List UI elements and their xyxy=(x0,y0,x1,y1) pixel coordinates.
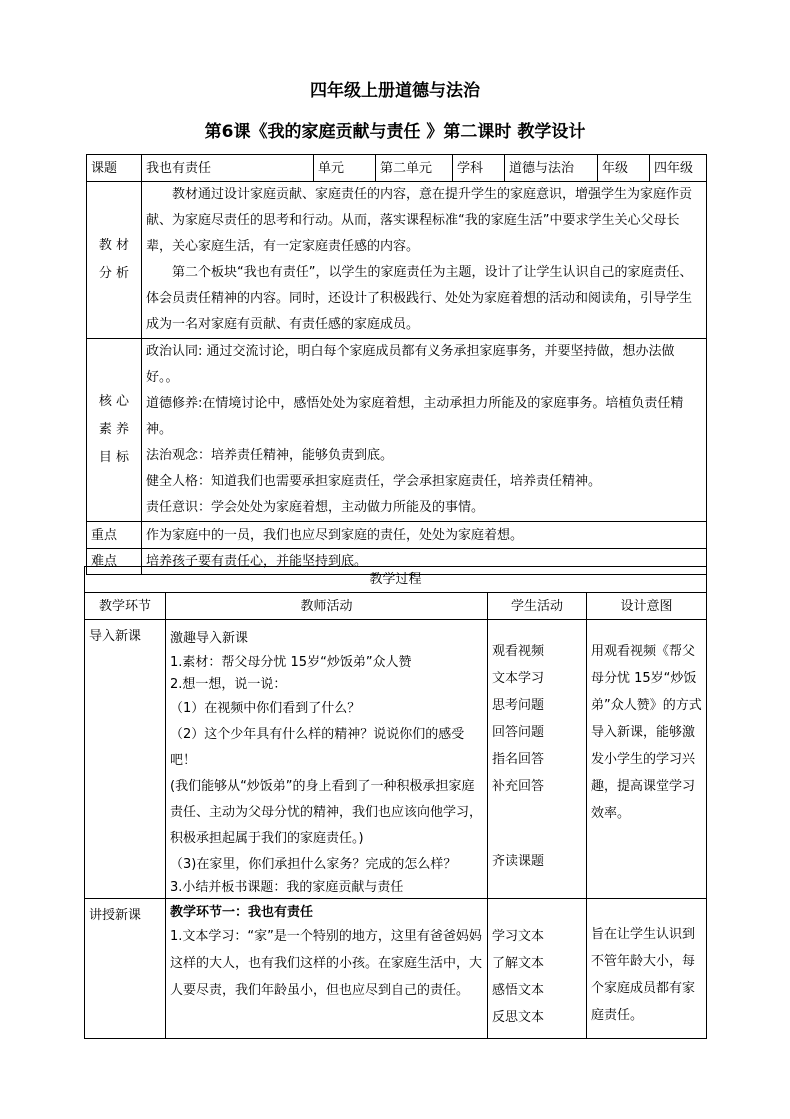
student-activity-intro: 观看视频 文本学习 思考问题 回答问题 指名回答 补充回答 齐读课题 xyxy=(488,620,587,899)
core-item: 道德修养:在情境讨论中，感悟处处为家庭着想，主动承担力所能及的家庭事务。培植负责任精神。 xyxy=(146,396,684,437)
core-label: 核 心 素 养 目 标 xyxy=(87,339,142,522)
grade-value: 四年级 xyxy=(650,155,707,182)
topic-label: 课题 xyxy=(87,155,142,182)
student-activity-new: 学习文本 了解文本 感悟文本 反思文本 xyxy=(488,899,587,1039)
subject-value: 道德与法治 xyxy=(505,155,598,182)
process-table xyxy=(84,566,707,1039)
teacher-activity-intro: 激趣导入新课 1.素材：帮父母分忧 15岁“炒饭弟”众人赞 2.想一想，说一说： （1）在视频中你们看到了什么？ （2）这个少年具有什么样的精神？说说你们的感受吧！ (我们能够从“炒饭弟”的身上看到了一种积极承担家庭责任、主动为父母分忧的精神，我们也应该向他学习，积极承担起属于我们的家庭责任。) （3)在家里，你们承担什么家务？完成的怎么样？ 3.小结并板书课题：我的家庭贡献与责任 xyxy=(166,620,488,899)
analysis-label: 教 材 分 析 xyxy=(87,182,142,339)
process-header: 教学过程 xyxy=(85,567,707,593)
difficult-text: 培养孩子要有责任心，并能坚持到底。 xyxy=(142,549,707,575)
document-title: 四年级上册道德与法治 xyxy=(310,81,480,101)
analysis-paragraph-1: 教材通过设计家庭贡献、家庭责任的内容，意在提升学生的家庭意识，增强学生为家庭作贡献、为家庭尽责任的思考和行动。从而，落实课程标准“我的家庭生活”中要求学生关心父母长辈，关心家庭生活，有一定家庭责任感的内容。 xyxy=(146,187,693,254)
key-text: 作为家庭中的一员，我们也应尽到家庭的责任，处处为家庭着想。 xyxy=(142,522,707,549)
intent-intro: 用观看视频《帮父母分忧 15岁“炒饭弟”众人赞》的方式导入新课，能够激发小学生的学习兴趣，提高课堂学习效率。 xyxy=(587,620,707,899)
stage-new: 讲授新课 xyxy=(85,899,166,1039)
unit-value: 第二单元 xyxy=(376,155,453,182)
core-item: 法治观念：培养责任精神，能够负责到底。 xyxy=(146,448,394,463)
unit-label: 单元 xyxy=(314,155,376,182)
col-stage: 教学环节 xyxy=(85,593,166,620)
teacher-activity-new: 教学环节一：我也有责任 1.文本学习：“家”是一个特别的地方，这里有爸爸妈妈这样的大人，也有我们这样的小孩。在家庭生活中，大人要尽责，我们年龄虽小，但也应尽到自己的责任。 xyxy=(166,899,488,1039)
core-item: 健全人格：知道我们也需要承担家庭责任，学会承担家庭责任，培养责任精神。 xyxy=(146,474,602,489)
document-subtitle: 第6课《我的家庭贡献与责任 》第二课时 教学设计 xyxy=(204,122,586,142)
core-item: 责任意识：学会处处为家庭着想，主动做力所能及的事情。 xyxy=(146,500,485,515)
core-content xyxy=(142,339,707,522)
analysis-paragraph-2: 第二个板块“我也有责任”，以学生的家庭责任为主题，设计了让学生认识自己的家庭责任、体会员责任精神的内容。同时，还设计了积极践行、处处为家庭着想的活动和阅读角，引导学生成为一名对家庭有贡献、有责任感的家庭成员。 xyxy=(146,265,693,332)
col-intent: 设计意图 xyxy=(587,593,707,620)
lesson-info-table xyxy=(86,154,707,575)
difficult-label: 难点 xyxy=(87,549,142,575)
col-teacher: 教师活动 xyxy=(166,593,488,620)
subject-label: 学科 xyxy=(453,155,505,182)
grade-label: 年级 xyxy=(598,155,650,182)
topic-value: 我也有责任 xyxy=(142,155,314,182)
key-label: 重点 xyxy=(87,522,142,549)
col-student: 学生活动 xyxy=(488,593,587,620)
core-item: 政治认同: 通过交流讨论，明白每个家庭成员都有义务承担家庭事务，并要坚持做，想办法做好。。 xyxy=(146,344,675,385)
intent-new: 旨在让学生认识到不管年龄大小，每个家庭成员都有家庭责任。 xyxy=(587,899,707,1039)
stage-intro: 导入新课 xyxy=(85,620,166,899)
analysis-content xyxy=(142,182,707,339)
